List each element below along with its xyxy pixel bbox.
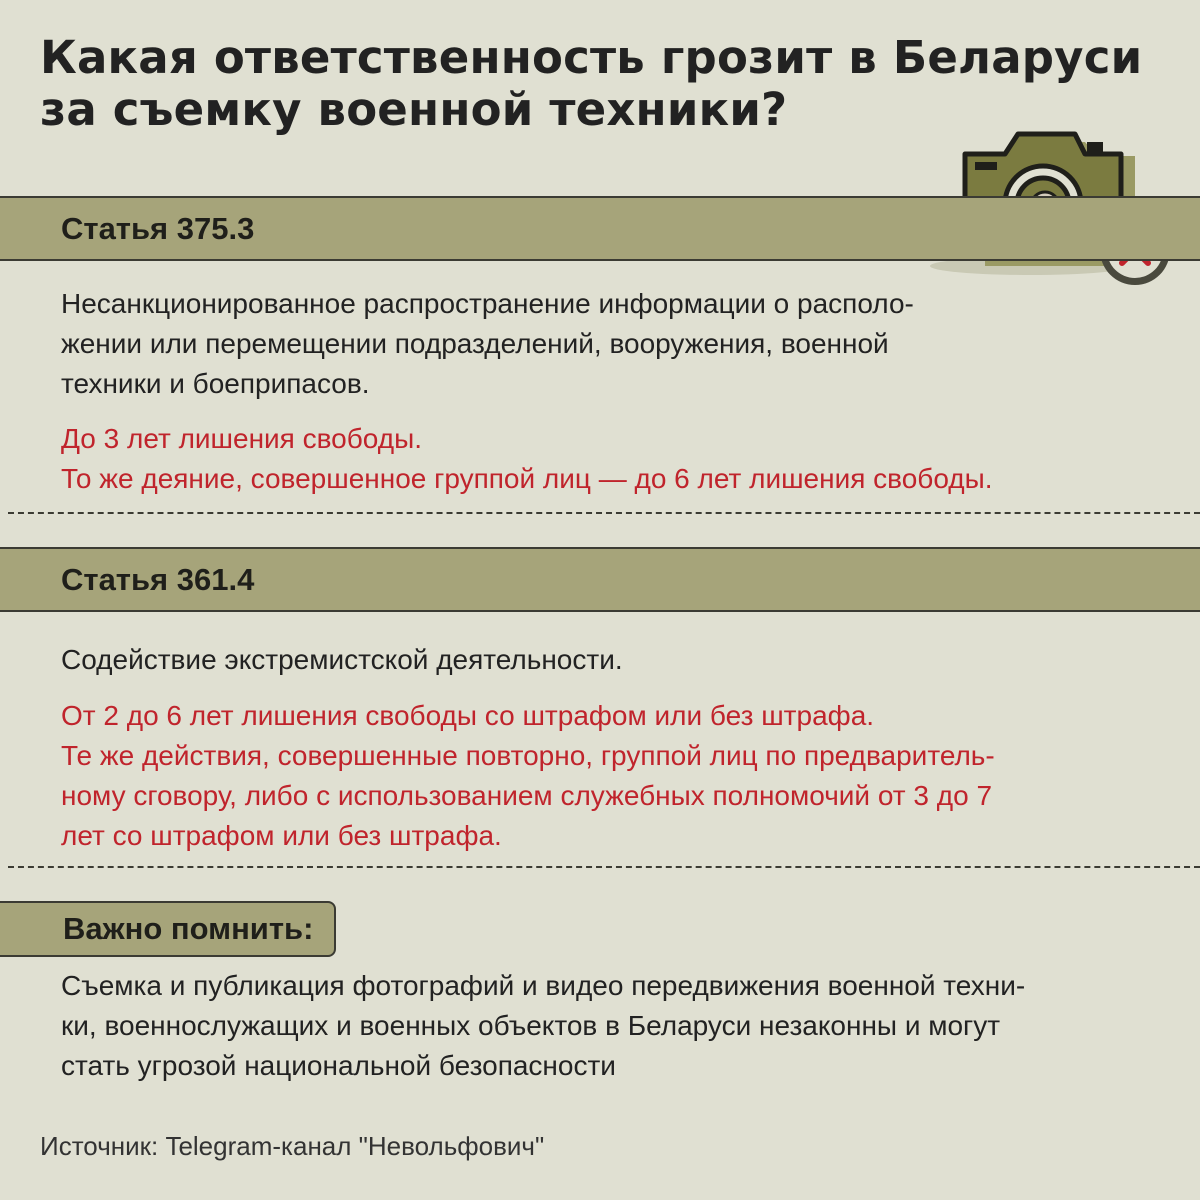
note-tag <box>0 901 336 957</box>
note-line: Съемка и публикация фотографий и видео передвижения военной техни- <box>61 970 1026 1001</box>
penalty-line: ному сговору, либо с использованием служебных полномочий от 3 до 7 <box>61 780 993 811</box>
title-line: за съемку военной техники? <box>40 83 788 136</box>
camera-button <box>1087 142 1103 152</box>
description-line: техники и боеприпасов. <box>61 368 370 399</box>
note-text <box>61 966 1141 1086</box>
article-band <box>0 547 1200 612</box>
divider <box>8 512 1200 514</box>
penalty-line: лет со штрафом или без штрафа. <box>61 820 502 851</box>
note-line: ки, военнослужащих и военных объектов в Беларуси незаконны и могут <box>61 1010 1001 1041</box>
penalty-line: От 2 до 6 лет лишения свободы со штрафом или без штрафа. <box>61 700 875 731</box>
divider <box>8 866 1200 868</box>
note-label: Важно помнить: <box>63 911 314 946</box>
source-credit: Источник: Telegram-канал "Невольфович" <box>40 1131 545 1161</box>
article-description <box>61 640 1141 680</box>
title-line: Какая ответственность грозит в Беларуси <box>40 31 1143 84</box>
article-description <box>61 284 1141 404</box>
article-label: Статья 375.3 <box>61 211 255 246</box>
description-line: жении или перемещении подразделений, вооружения, военной <box>61 328 889 359</box>
description-line: Несанкционированное распространение информации о располо- <box>61 288 914 319</box>
penalty-line: Те же действия, совершенные повторно, группой лиц по предваритель- <box>61 740 995 771</box>
note-line: стать угрозой национальной безопасности <box>61 1050 616 1081</box>
penalty-line: До 3 лет лишения свободы. <box>61 423 422 454</box>
description-line: Содействие экстремистской деятельности. <box>61 644 623 675</box>
article-band <box>0 196 1200 261</box>
article-penalty <box>61 419 1151 499</box>
penalty-line: То же деяние, совершенное группой лиц — до 6 лет лишения свободы. <box>61 463 993 494</box>
article-label: Статья 361.4 <box>61 562 255 597</box>
camera-flash <box>975 162 997 170</box>
article-penalty <box>61 696 1151 856</box>
